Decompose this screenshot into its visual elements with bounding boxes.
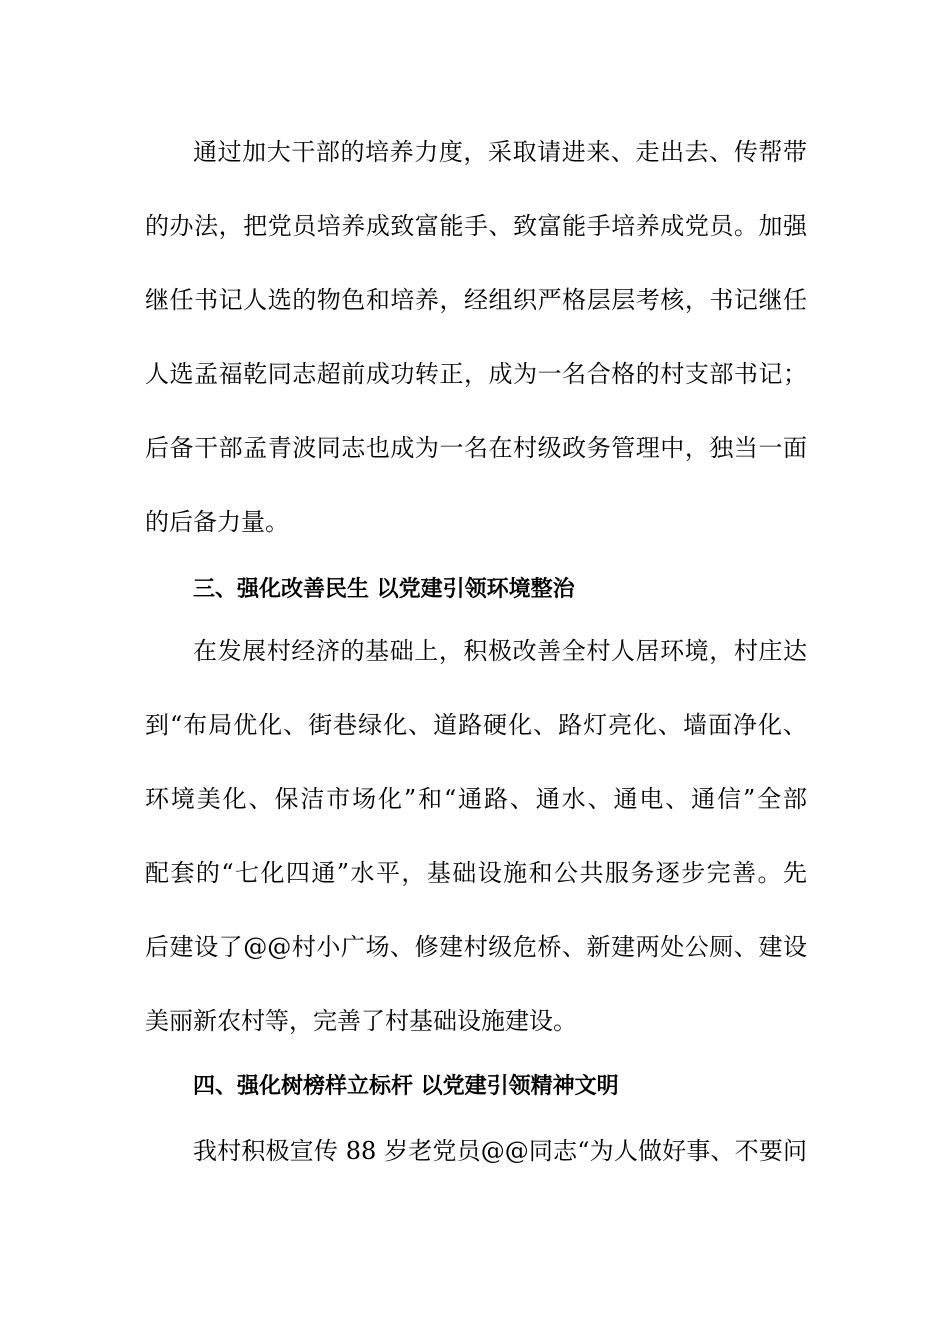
paragraph-line: 后建设了@@村小广场、修建村级危桥、新建两处公厕、建设 [145, 933, 807, 961]
paragraph-line: 在发展村经济的基础上，积极改善全村人居环境，村庄达 [193, 637, 807, 665]
paragraph-line: 人选孟福乾同志超前成功转正，成为一名合格的村支部书记； [145, 360, 807, 388]
paragraph-line: 我村积极宣传 88 岁老党员@@同志“为人做好事、不要问 [193, 1137, 807, 1165]
paragraph-line: 通过加大干部的培养力度，采取请进来、走出去、传帮带 [193, 138, 807, 166]
paragraph-line: 继任书记人选的物色和培养，经组织严格层层考核，书记继任 [145, 286, 807, 314]
paragraph-line: 的办法，把党员培养成致富能手、致富能手培养成党员。加强 [145, 212, 807, 240]
paragraph-line: 的后备力量。 [145, 508, 289, 536]
section-heading: 三、强化改善民生 以党建引领环境整治 [193, 577, 575, 602]
paragraph-line: 环境美化、保洁市场化”和“通路、通水、通电、通信”全部 [145, 785, 807, 813]
paragraph-line: 到“布局优化、街巷绿化、道路硬化、路灯亮化、墙面净化、 [145, 711, 807, 739]
paragraph-line: 美丽新农村等，完善了村基础设施建设。 [145, 1007, 577, 1035]
section-heading: 四、强化树榜样立标杆 以党建引领精神文明 [193, 1074, 619, 1099]
paragraph-line: 配套的“七化四通”水平，基础设施和公共服务逐步完善。先 [145, 859, 807, 887]
paragraph-line: 后备干部孟青波同志也成为一名在村级政务管理中，独当一面 [145, 434, 807, 462]
